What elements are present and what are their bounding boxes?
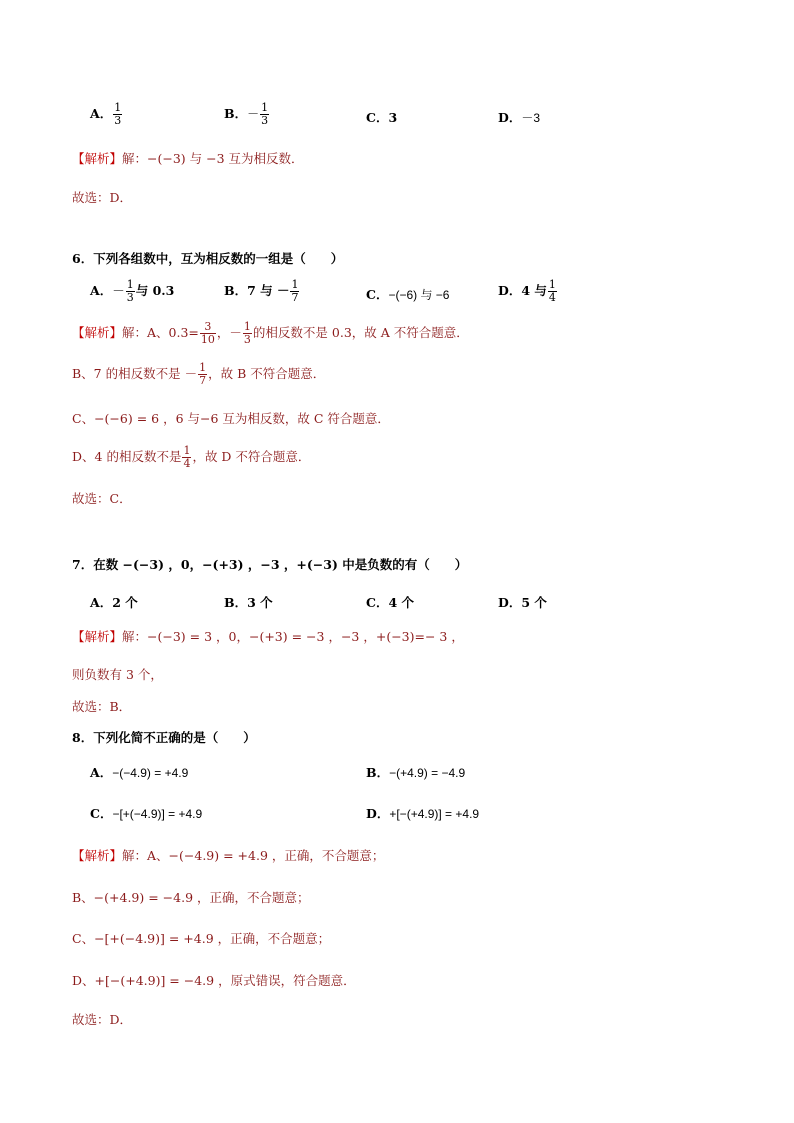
q8-analysis-b: B、−(+4.9) = −4.9 ，正确，不合题意； <box>72 890 310 905</box>
q7-option-a: A．2 个 <box>90 595 138 610</box>
q8-option-a: A．−(−4.9) = +4.9 <box>90 765 189 780</box>
q8-analysis-a: 【解析】解：A、−(−4.9) = +4.9 ，正确，不合题意； <box>72 848 385 863</box>
q8-stem: 8．下列化简不正确的是（ ） <box>72 730 256 745</box>
q8-option-c: C．−[+(−4.9)] = +4.9 <box>90 806 203 821</box>
q8-option-b: B．−(+4.9) = −4.9 <box>366 765 466 780</box>
q6-option-d: D．4 与 $\frac{1}{4}$ <box>498 278 556 304</box>
q7-option-b: B．3 个 <box>224 595 273 610</box>
q7-option-d: D．5 个 <box>498 595 547 610</box>
q8-answer: 故选：D． <box>72 1012 133 1027</box>
fraction: $\frac{3}{10}$ <box>200 320 215 346</box>
q6-analysis-d: D、4 的相反数不是 $\frac{1}{4}$ ，故 D 不符合题意． <box>72 444 311 470</box>
fraction: $\frac{1}{3}$ <box>261 101 269 127</box>
q7-analysis-line2: 则负数有 3 个， <box>72 667 163 682</box>
q6-analysis-b: B、7 的相反数不是 － $\frac{1}{7}$ ，故 B 不符合题意． <box>72 361 326 387</box>
fraction: $\frac{1}{7}$ <box>199 361 207 387</box>
q7-analysis: 【解析】解：−(−3) = 3 ，0，−(+3) = −3 ，−3 ，+(−3)=− 3 ， <box>72 629 464 644</box>
q5-analysis: 【解析】解：−(−3) 与 −3 互为相反数． <box>72 151 304 166</box>
q5-option-c: C．3 <box>366 110 398 125</box>
fraction: $\frac{1}{3}$ <box>243 320 251 346</box>
q8-analysis-c: C、−[+(−4.9)] = +4.9 ，正确，不合题意； <box>72 931 331 946</box>
fraction: $\frac{1}{4}$ <box>183 444 191 470</box>
q5-option-a: A． $\frac{1}{3}$ <box>90 101 122 127</box>
fraction: $\frac{1}{7}$ <box>291 278 299 304</box>
q6-analysis-a: 【解析】解：A、0.3= $\frac{3}{10}$ ，－ $\frac{1}{3}$ 的相反数不是 0.3，故 A 不符合题意． <box>72 320 469 346</box>
q8-option-d: D．+[−(+4.9)] = +4.9 <box>366 806 480 821</box>
q5-option-b: B．－ $\frac{1}{3}$ <box>224 101 269 127</box>
fraction: $\frac{1}{4}$ <box>548 278 556 304</box>
q6-answer: 故选：C． <box>72 491 132 506</box>
q6-option-b: B．7 与 － $\frac{1}{7}$ <box>224 278 299 304</box>
q8-analysis-d: D、+[−(+4.9)] = −4.9 ，原式错误，符合题意． <box>72 973 356 988</box>
q5-option-d: D．－3 <box>498 110 541 125</box>
q6-analysis-c: C、−(−6) = 6 ，6 与−6 互为相反数，故 C 符合题意． <box>72 411 390 426</box>
q6-stem: 6．下列各组数中，互为相反数的一组是（ ） <box>72 251 344 266</box>
q7-option-c: C．4 个 <box>366 595 415 610</box>
fraction: $\frac{1}{3}$ <box>126 278 134 304</box>
q6-option-a: A．－ $\frac{1}{3}$ 与 0.3 <box>90 278 175 304</box>
q7-stem: 7．在数 −(−3) ，0，−(+3) ，−3 ，+(−3) 中是负数的有（ ） <box>72 557 468 572</box>
fraction: $\frac{1}{3}$ <box>114 101 122 127</box>
q6-option-c: C．−(−6) 与 −6 <box>366 287 450 302</box>
q5-answer: 故选：D． <box>72 190 133 205</box>
q7-answer: 故选：B． <box>72 699 132 714</box>
